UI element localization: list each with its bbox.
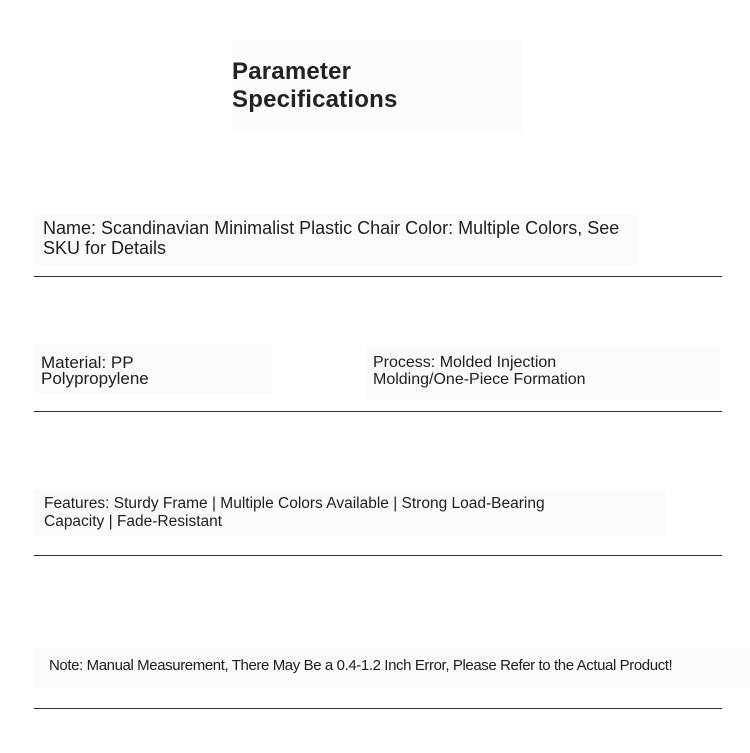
- divider-1: [34, 276, 722, 277]
- page-title: Parameter Specifications: [232, 58, 398, 113]
- spec-material: Material: PP Polypropylene: [41, 353, 149, 388]
- title-box: [232, 40, 522, 132]
- spec-process: Process: Molded Injection Molding/One-Piece Formation: [373, 354, 586, 388]
- spec-name-color: Name: Scandinavian Minimalist Plastic Chair Color: Multiple Colors, See SKU for Details: [43, 218, 620, 258]
- divider-3: [34, 555, 722, 556]
- spec-features: Features: Sturdy Frame | Multiple Colors Available | Strong Load-Bearing Capacity | Fade-Resistant: [44, 495, 545, 530]
- divider-2: [34, 411, 722, 412]
- divider-4: [34, 708, 722, 709]
- spec-note: Note: Manual Measurement, There May Be a 0.4-1.2 Inch Error, Please Refer to the Actual Product!: [49, 657, 673, 674]
